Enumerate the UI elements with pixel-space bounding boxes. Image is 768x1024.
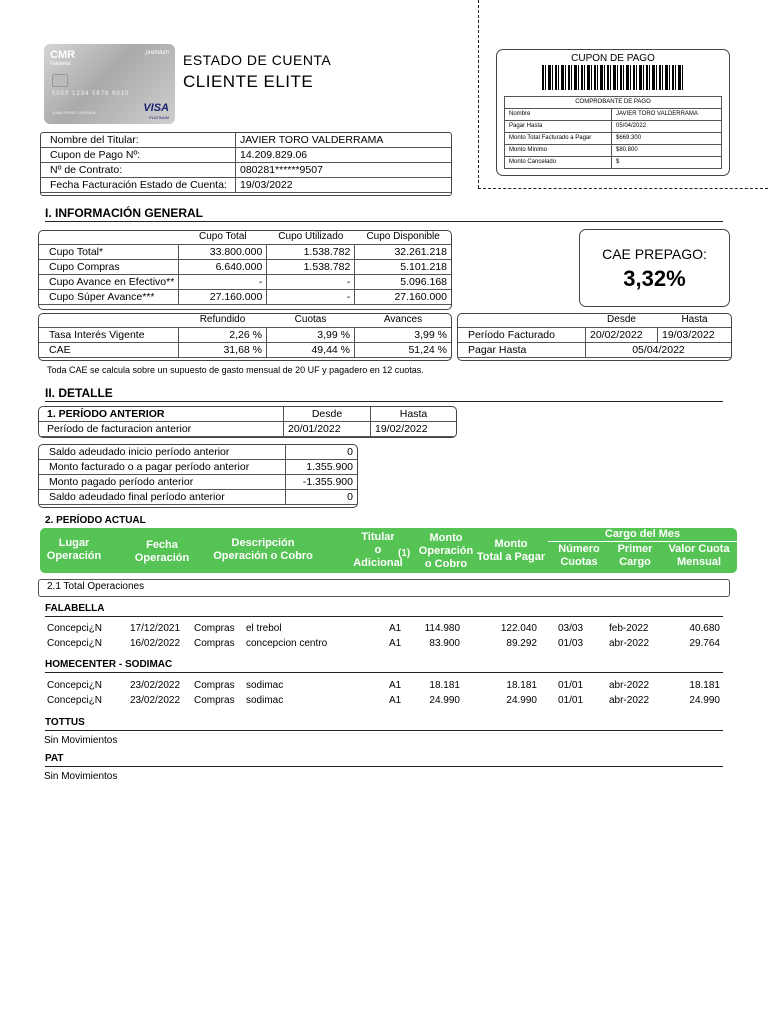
tasas-header: Cuotas — [294, 314, 327, 325]
holder-label: Nombre del Titular: — [41, 133, 236, 148]
tx-primer: feb-2022 — [609, 623, 649, 634]
cupo-value: 1.538.782 — [267, 260, 355, 275]
col-cargo-mes: Cargo del Mes — [548, 528, 737, 542]
tasas-box — [38, 313, 452, 361]
group-title: HOMECENTER - SODIMAC — [45, 659, 723, 673]
col-desc-l2: Operación o Cobro — [213, 550, 313, 562]
card-network-sub: PLATINUM — [149, 115, 169, 120]
tx-tipo: Compras — [194, 695, 235, 706]
saldo-label: Monto pagado período anterior — [39, 475, 286, 490]
periodo-anterior-label: Período de facturacion anterior — [39, 422, 284, 437]
cut-line-vertical — [478, 0, 479, 188]
coupon-subtitle: COMPROBANTE DE PAGO — [505, 97, 722, 109]
saldo-label: Monto facturado o a pagar período anterior — [39, 460, 286, 475]
periodo-anterior-box — [38, 406, 457, 438]
tasa-value: 51,24 % — [355, 343, 452, 358]
tx-cuotas: 01/03 — [558, 638, 584, 649]
card-holder: JUAN PEREZ LARRAIN — [52, 110, 96, 115]
cupo-label: Cupo Súper Avance*** — [39, 290, 179, 305]
card-tier: premium — [145, 50, 169, 56]
barcode — [542, 65, 684, 90]
tasa-value: 3,99 % — [267, 328, 355, 343]
periodo-anterior-table — [38, 406, 457, 437]
statement-title: ESTADO DE CUENTA — [183, 52, 332, 68]
tasa-value: 3,99 % — [355, 328, 452, 343]
periodo-anterior-title: 1. PERÍODO ANTERIOR — [39, 407, 284, 422]
cae-prepago-box — [579, 229, 730, 307]
holder-value: 080281******9507 — [236, 163, 452, 178]
col-valor-l2: Mensual — [676, 556, 721, 568]
cupo-value: - — [267, 290, 355, 305]
cae-note: Toda CAE se calcula sobre un supuesto de gasto mensual de 20 UF y pagadero en 12 cuotas. — [47, 365, 424, 375]
cupo-value: 33.800.000 — [179, 245, 267, 260]
coupon-value: $669.300 — [612, 133, 722, 145]
col-cuotas-l2: Cuotas — [560, 556, 598, 568]
col-descripcion — [200, 537, 326, 563]
tx-desc: el trebol — [246, 623, 282, 634]
col-monto-op-l1: Monto — [429, 532, 463, 544]
tasa-value: 49,44 % — [267, 343, 355, 358]
transaction-row — [45, 680, 723, 694]
cupo-label: Cupo Avance en Efectivo** — [39, 275, 179, 290]
statement-subtitle: CLIENTE ELITE — [183, 72, 314, 91]
col-desc-l1: Descripción — [231, 537, 295, 549]
col-titular-note: (1) — [398, 548, 411, 559]
col-titular-l3: Adicional — [353, 557, 403, 569]
saldo-value: 0 — [286, 445, 358, 460]
tx-monto: 83.900 — [429, 638, 460, 649]
card-number: 5000 1234 5678 9010 — [52, 91, 130, 97]
periodo-anterior-header: Hasta — [371, 407, 457, 422]
tx-total: 24.990 — [506, 695, 537, 706]
tx-valor: 24.990 — [689, 695, 720, 706]
tx-cuotas: 01/01 — [558, 680, 584, 691]
col-valor-l1: Valor Cuota — [668, 543, 730, 555]
section-general-info: I. INFORMACIÓN GENERAL — [45, 206, 723, 222]
cupo-value: 5.101.218 — [355, 260, 452, 275]
periodo-table — [457, 313, 732, 358]
tx-total: 89.292 — [506, 638, 537, 649]
coupon-value: 05/04/2022 — [612, 121, 722, 133]
tasa-value: 31,68 % — [179, 343, 267, 358]
tx-desc: concepcion centro — [246, 638, 328, 649]
tx-desc: sodimac — [246, 680, 284, 691]
cupo-label: Cupo Total* — [39, 245, 179, 260]
tx-titular: A1 — [389, 695, 402, 706]
transactions-header — [40, 528, 737, 573]
tx-desc: sodimac — [246, 695, 284, 706]
holder-value: 19/03/2022 — [236, 178, 452, 193]
saldo-value: 1.355.900 — [286, 460, 358, 475]
card-brand: CMR — [50, 49, 76, 61]
col-monto-op-l3: o Cobro — [424, 558, 468, 570]
cupos-header: Cupo Utilizado — [278, 231, 344, 242]
tx-primer: abr-2022 — [609, 680, 650, 691]
col-primer-l1: Primer — [617, 543, 653, 555]
tx-titular: A1 — [389, 680, 402, 691]
tx-titular: A1 — [389, 623, 402, 634]
card-network: VISA — [143, 102, 169, 114]
no-movements-label: Sin Movimientos — [44, 771, 118, 782]
saldo-value: 0 — [286, 490, 358, 505]
tx-lugar: Concepci¿N — [47, 695, 103, 706]
holder-label: Fecha Facturación Estado de Cuenta: — [41, 178, 236, 193]
group-title: FALABELLA — [45, 603, 723, 617]
tasas-table — [38, 313, 452, 358]
tx-monto: 24.990 — [429, 695, 460, 706]
saldo-label: Saldo adeudado final período anterior — [39, 490, 286, 505]
coupon-label: Monto Mínimo — [505, 145, 612, 157]
periodo-facturado-label: Período Facturado — [458, 328, 586, 343]
cupo-value: 27.160.000 — [179, 290, 267, 305]
tx-tipo: Compras — [194, 623, 235, 634]
coupon-label: Nombre — [505, 109, 612, 121]
col-cuotas-l1: Número — [558, 543, 600, 555]
total-operaciones-box — [38, 579, 730, 597]
coupon-value: JAVIER TORO VALDERRAMA — [612, 109, 722, 121]
tx-titular: A1 — [389, 638, 402, 649]
col-lugar — [40, 537, 108, 563]
coupon-label: Monto Total Facturado a Pagar — [505, 133, 612, 145]
coupon-value: $80.800 — [612, 145, 722, 157]
col-numero-cuotas — [548, 543, 610, 569]
periodo-header: Desde — [607, 314, 636, 325]
holder-label: Nº de Contrato: — [41, 163, 236, 178]
col-primer-cargo — [610, 543, 660, 569]
periodo-desde: 20/02/2022 — [586, 328, 658, 343]
cupo-value: - — [179, 275, 267, 290]
tx-fecha: 23/02/2022 — [130, 680, 181, 691]
tx-fecha: 23/02/2022 — [130, 695, 181, 706]
account-holder-box — [40, 132, 452, 196]
group-title: PAT — [45, 753, 723, 767]
cupos-header: Cupo Total — [198, 231, 247, 242]
holder-value: JAVIER TORO VALDERRAMA — [236, 133, 452, 148]
saldo-label: Saldo adeudado inicio período anterior — [39, 445, 286, 460]
col-monto-total-l2: Total a Pagar — [476, 551, 546, 563]
saldo-value: -1.355.900 — [286, 475, 358, 490]
col-fecha — [130, 539, 194, 565]
tx-valor: 29.764 — [689, 638, 720, 649]
pagar-hasta-label: Pagar Hasta — [458, 343, 586, 358]
card-chip — [52, 74, 68, 87]
holder-value: 14.209.829.06 — [236, 148, 452, 163]
cupo-value: 27.160.000 — [355, 290, 452, 305]
periodo-header: Hasta — [681, 314, 708, 325]
tx-monto: 18.181 — [429, 680, 460, 691]
col-lugar-l2: Operación — [46, 550, 102, 562]
tx-tipo: Compras — [194, 638, 235, 649]
total-operaciones-label: 2.1 Total Operaciones — [47, 581, 145, 592]
cupo-value: 6.640.000 — [179, 260, 267, 275]
tx-primer: abr-2022 — [609, 638, 650, 649]
pagar-hasta-value: 05/04/2022 — [586, 343, 732, 358]
tx-total: 18.181 — [506, 680, 537, 691]
col-fecha-l2: Operación — [134, 552, 190, 564]
tx-lugar: Concepci¿N — [47, 638, 103, 649]
coupon-table — [504, 96, 722, 169]
holder-label: Cupon de Pago Nº: — [41, 148, 236, 163]
tx-lugar: Concepci¿N — [47, 623, 103, 634]
coupon-label: Monto Cancelado — [505, 157, 612, 169]
tx-valor: 18.181 — [689, 680, 720, 691]
cupos-box — [38, 230, 452, 310]
periodo-box — [457, 313, 732, 361]
transaction-row — [45, 638, 723, 652]
cupo-value: 1.538.782 — [267, 245, 355, 260]
tx-primer: abr-2022 — [609, 695, 650, 706]
cupos-table — [38, 230, 452, 305]
periodo-hasta: 19/03/2022 — [658, 328, 732, 343]
coupon-label: Pagar Hasta — [505, 121, 612, 133]
cupo-label: Cupo Compras — [39, 260, 179, 275]
tasas-header: Refundido — [199, 314, 246, 325]
credit-card-image — [44, 44, 175, 124]
tx-tipo: Compras — [194, 680, 235, 691]
tx-fecha: 16/02/2022 — [130, 638, 181, 649]
saldos-box — [38, 444, 358, 508]
col-valor-cuota — [664, 543, 734, 569]
tx-cuotas: 03/03 — [558, 623, 584, 634]
periodo-actual-title: 2. PERÍODO ACTUAL — [45, 515, 146, 526]
tasa-label: CAE — [39, 343, 179, 358]
col-primer-l2: Cargo — [619, 556, 651, 568]
transaction-row — [45, 623, 723, 637]
group-title: TOTTUS — [45, 717, 723, 731]
cae-prepago-value: 3,32% — [623, 266, 686, 291]
account-holder-table — [40, 132, 452, 193]
section-detail: II. DETALLE — [45, 386, 723, 402]
cae-prepago-label: CAE PREPAGO: — [602, 246, 707, 262]
col-titular-l2: o — [374, 544, 382, 556]
periodo-anterior-desde: 20/01/2022 — [284, 422, 371, 437]
periodo-anterior-header: Desde — [284, 407, 371, 422]
transaction-row — [45, 695, 723, 709]
col-lugar-l1: Lugar — [58, 537, 90, 549]
tx-cuotas: 01/01 — [558, 695, 584, 706]
col-titular-l1: Titular — [361, 531, 395, 543]
tx-monto: 114.980 — [424, 623, 460, 634]
cupo-value: 32.261.218 — [355, 245, 452, 260]
col-monto-op-l2: Operación — [418, 545, 474, 557]
cut-line-horizontal — [478, 188, 768, 189]
cupo-value: 5.096.168 — [355, 275, 452, 290]
cupos-header: Cupo Disponible — [366, 231, 440, 242]
tasas-header: Avances — [383, 314, 423, 325]
col-fecha-l1: Fecha — [146, 539, 178, 551]
card-brand-sub: Falabella — [50, 61, 71, 67]
tx-fecha: 17/12/2021 — [130, 623, 181, 634]
col-monto-op — [416, 532, 476, 571]
saldos-table — [38, 444, 358, 505]
tasa-label: Tasa Interés Vigente — [39, 328, 179, 343]
periodo-anterior-hasta: 19/02/2022 — [371, 422, 457, 437]
cupo-value: - — [267, 275, 355, 290]
no-movements-label: Sin Movimientos — [44, 735, 118, 746]
col-monto-total-l1: Monto — [494, 538, 528, 550]
coupon-value: $ — [612, 157, 722, 169]
col-monto-total — [476, 538, 546, 564]
tx-total: 122.040 — [500, 623, 537, 634]
tx-lugar: Concepci¿N — [47, 680, 103, 691]
tasa-value: 2,26 % — [179, 328, 267, 343]
coupon-title: CUPON DE PAGO — [571, 53, 655, 64]
tx-valor: 40.680 — [689, 623, 720, 634]
payment-coupon — [496, 49, 730, 176]
